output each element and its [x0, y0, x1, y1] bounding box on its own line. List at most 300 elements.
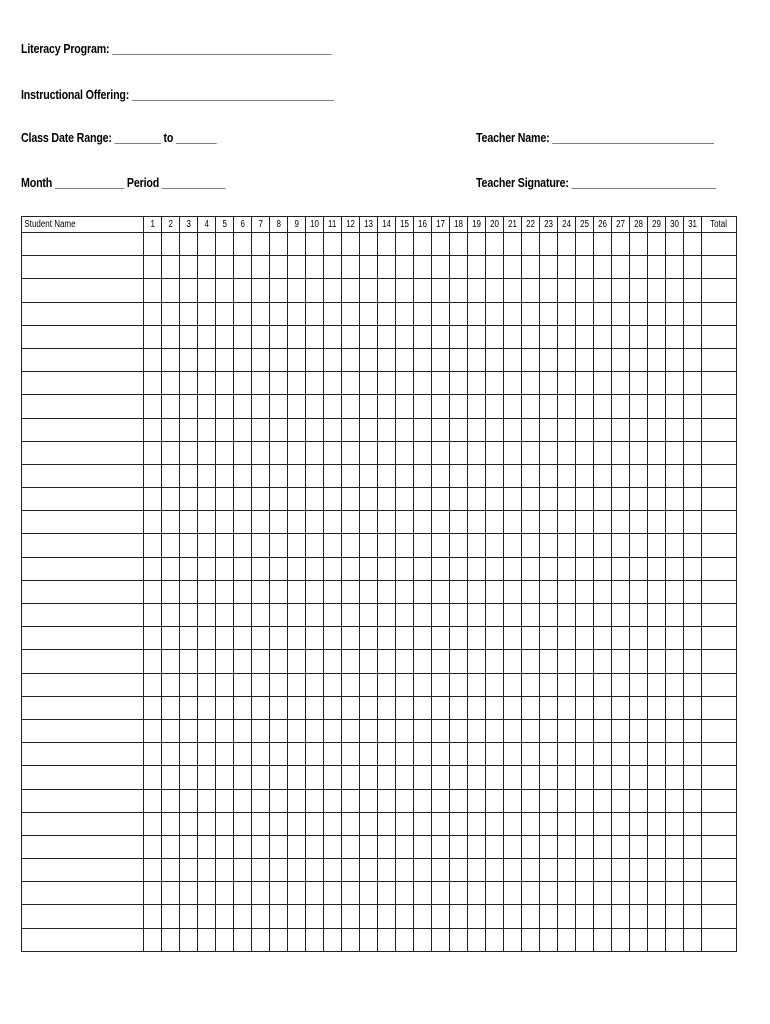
- student-name-cell[interactable]: [22, 766, 144, 789]
- day-cell-24[interactable]: [558, 604, 576, 627]
- day-cell-22[interactable]: [522, 464, 540, 487]
- day-cell-27[interactable]: [612, 859, 630, 882]
- day-cell-8[interactable]: [270, 488, 288, 511]
- day-cell-18[interactable]: [450, 696, 468, 719]
- day-cell-13[interactable]: [360, 580, 378, 603]
- day-cell-23[interactable]: [540, 279, 558, 302]
- day-cell-2[interactable]: [162, 604, 180, 627]
- day-cell-14[interactable]: [378, 905, 396, 928]
- day-cell-17[interactable]: [432, 233, 450, 256]
- day-cell-25[interactable]: [576, 372, 594, 395]
- day-cell-30[interactable]: [666, 464, 684, 487]
- day-cell-26[interactable]: [594, 488, 612, 511]
- day-cell-8[interactable]: [270, 604, 288, 627]
- student-name-cell[interactable]: [22, 256, 144, 279]
- day-cell-1[interactable]: [144, 511, 162, 534]
- day-cell-6[interactable]: [234, 604, 252, 627]
- day-cell-17[interactable]: [432, 580, 450, 603]
- day-cell-30[interactable]: [666, 743, 684, 766]
- day-cell-10[interactable]: [306, 673, 324, 696]
- day-cell-1[interactable]: [144, 557, 162, 580]
- day-cell-3[interactable]: [180, 743, 198, 766]
- day-cell-16[interactable]: [414, 859, 432, 882]
- day-cell-24[interactable]: [558, 325, 576, 348]
- day-cell-1[interactable]: [144, 418, 162, 441]
- day-cell-27[interactable]: [612, 464, 630, 487]
- day-cell-25[interactable]: [576, 488, 594, 511]
- day-cell-18[interactable]: [450, 372, 468, 395]
- student-name-cell[interactable]: [22, 650, 144, 673]
- day-cell-7[interactable]: [252, 650, 270, 673]
- total-cell[interactable]: [702, 302, 737, 325]
- day-cell-28[interactable]: [630, 395, 648, 418]
- day-cell-7[interactable]: [252, 928, 270, 951]
- day-cell-25[interactable]: [576, 604, 594, 627]
- day-cell-28[interactable]: [630, 325, 648, 348]
- day-cell-31[interactable]: [684, 348, 702, 371]
- day-cell-11[interactable]: [324, 557, 342, 580]
- day-cell-17[interactable]: [432, 534, 450, 557]
- day-cell-6[interactable]: [234, 372, 252, 395]
- day-cell-8[interactable]: [270, 233, 288, 256]
- day-cell-7[interactable]: [252, 789, 270, 812]
- day-cell-3[interactable]: [180, 766, 198, 789]
- day-cell-23[interactable]: [540, 302, 558, 325]
- day-cell-3[interactable]: [180, 348, 198, 371]
- day-cell-17[interactable]: [432, 789, 450, 812]
- day-cell-24[interactable]: [558, 233, 576, 256]
- day-cell-11[interactable]: [324, 256, 342, 279]
- day-cell-4[interactable]: [198, 905, 216, 928]
- day-cell-9[interactable]: [288, 557, 306, 580]
- day-cell-27[interactable]: [612, 673, 630, 696]
- day-cell-18[interactable]: [450, 882, 468, 905]
- day-cell-12[interactable]: [342, 928, 360, 951]
- day-cell-31[interactable]: [684, 743, 702, 766]
- day-cell-4[interactable]: [198, 580, 216, 603]
- day-cell-13[interactable]: [360, 279, 378, 302]
- day-cell-1[interactable]: [144, 441, 162, 464]
- day-cell-30[interactable]: [666, 279, 684, 302]
- day-cell-11[interactable]: [324, 511, 342, 534]
- day-cell-11[interactable]: [324, 488, 342, 511]
- day-cell-22[interactable]: [522, 673, 540, 696]
- day-cell-6[interactable]: [234, 812, 252, 835]
- day-cell-20[interactable]: [486, 511, 504, 534]
- day-cell-28[interactable]: [630, 464, 648, 487]
- day-cell-13[interactable]: [360, 835, 378, 858]
- day-cell-24[interactable]: [558, 905, 576, 928]
- day-cell-6[interactable]: [234, 279, 252, 302]
- student-name-cell[interactable]: [22, 372, 144, 395]
- day-cell-12[interactable]: [342, 650, 360, 673]
- day-cell-27[interactable]: [612, 580, 630, 603]
- day-cell-11[interactable]: [324, 650, 342, 673]
- total-cell[interactable]: [702, 372, 737, 395]
- day-cell-21[interactable]: [504, 928, 522, 951]
- day-cell-30[interactable]: [666, 372, 684, 395]
- day-cell-29[interactable]: [648, 534, 666, 557]
- day-cell-3[interactable]: [180, 395, 198, 418]
- day-cell-25[interactable]: [576, 835, 594, 858]
- day-cell-2[interactable]: [162, 627, 180, 650]
- day-cell-23[interactable]: [540, 743, 558, 766]
- day-cell-20[interactable]: [486, 441, 504, 464]
- day-cell-30[interactable]: [666, 348, 684, 371]
- day-cell-15[interactable]: [396, 302, 414, 325]
- day-cell-16[interactable]: [414, 302, 432, 325]
- day-cell-24[interactable]: [558, 348, 576, 371]
- student-name-cell[interactable]: [22, 233, 144, 256]
- day-cell-8[interactable]: [270, 557, 288, 580]
- day-cell-21[interactable]: [504, 348, 522, 371]
- day-cell-19[interactable]: [468, 743, 486, 766]
- day-cell-13[interactable]: [360, 650, 378, 673]
- day-cell-1[interactable]: [144, 302, 162, 325]
- day-cell-21[interactable]: [504, 557, 522, 580]
- day-cell-14[interactable]: [378, 789, 396, 812]
- day-cell-28[interactable]: [630, 905, 648, 928]
- day-cell-16[interactable]: [414, 835, 432, 858]
- day-cell-9[interactable]: [288, 719, 306, 742]
- day-cell-20[interactable]: [486, 395, 504, 418]
- day-cell-15[interactable]: [396, 789, 414, 812]
- day-cell-15[interactable]: [396, 395, 414, 418]
- day-cell-1[interactable]: [144, 348, 162, 371]
- total-cell[interactable]: [702, 627, 737, 650]
- day-cell-23[interactable]: [540, 580, 558, 603]
- day-cell-29[interactable]: [648, 325, 666, 348]
- day-cell-14[interactable]: [378, 418, 396, 441]
- day-cell-30[interactable]: [666, 696, 684, 719]
- day-cell-27[interactable]: [612, 812, 630, 835]
- day-cell-12[interactable]: [342, 604, 360, 627]
- day-cell-19[interactable]: [468, 395, 486, 418]
- day-cell-16[interactable]: [414, 464, 432, 487]
- day-cell-22[interactable]: [522, 650, 540, 673]
- day-cell-26[interactable]: [594, 835, 612, 858]
- day-cell-11[interactable]: [324, 395, 342, 418]
- day-cell-6[interactable]: [234, 882, 252, 905]
- day-cell-22[interactable]: [522, 488, 540, 511]
- day-cell-2[interactable]: [162, 696, 180, 719]
- day-cell-15[interactable]: [396, 488, 414, 511]
- day-cell-10[interactable]: [306, 511, 324, 534]
- day-cell-20[interactable]: [486, 882, 504, 905]
- day-cell-23[interactable]: [540, 604, 558, 627]
- day-cell-18[interactable]: [450, 859, 468, 882]
- day-cell-14[interactable]: [378, 557, 396, 580]
- day-cell-31[interactable]: [684, 835, 702, 858]
- day-cell-13[interactable]: [360, 882, 378, 905]
- day-cell-6[interactable]: [234, 256, 252, 279]
- day-cell-14[interactable]: [378, 627, 396, 650]
- day-cell-7[interactable]: [252, 766, 270, 789]
- day-cell-22[interactable]: [522, 627, 540, 650]
- day-cell-23[interactable]: [540, 348, 558, 371]
- total-cell[interactable]: [702, 743, 737, 766]
- day-cell-2[interactable]: [162, 302, 180, 325]
- day-cell-26[interactable]: [594, 557, 612, 580]
- day-cell-2[interactable]: [162, 719, 180, 742]
- total-cell[interactable]: [702, 812, 737, 835]
- day-cell-1[interactable]: [144, 256, 162, 279]
- day-cell-19[interactable]: [468, 604, 486, 627]
- day-cell-8[interactable]: [270, 719, 288, 742]
- day-cell-18[interactable]: [450, 441, 468, 464]
- day-cell-9[interactable]: [288, 743, 306, 766]
- day-cell-22[interactable]: [522, 696, 540, 719]
- total-cell[interactable]: [702, 325, 737, 348]
- day-cell-11[interactable]: [324, 534, 342, 557]
- day-cell-1[interactable]: [144, 488, 162, 511]
- day-cell-9[interactable]: [288, 302, 306, 325]
- day-cell-14[interactable]: [378, 279, 396, 302]
- day-cell-13[interactable]: [360, 325, 378, 348]
- day-cell-21[interactable]: [504, 673, 522, 696]
- day-cell-21[interactable]: [504, 279, 522, 302]
- day-cell-24[interactable]: [558, 673, 576, 696]
- day-cell-28[interactable]: [630, 835, 648, 858]
- day-cell-31[interactable]: [684, 766, 702, 789]
- day-cell-10[interactable]: [306, 789, 324, 812]
- day-cell-16[interactable]: [414, 534, 432, 557]
- day-cell-21[interactable]: [504, 743, 522, 766]
- day-cell-24[interactable]: [558, 580, 576, 603]
- day-cell-12[interactable]: [342, 464, 360, 487]
- day-cell-13[interactable]: [360, 441, 378, 464]
- day-cell-17[interactable]: [432, 441, 450, 464]
- day-cell-31[interactable]: [684, 418, 702, 441]
- day-cell-18[interactable]: [450, 928, 468, 951]
- day-cell-4[interactable]: [198, 604, 216, 627]
- day-cell-15[interactable]: [396, 534, 414, 557]
- day-cell-10[interactable]: [306, 928, 324, 951]
- day-cell-10[interactable]: [306, 302, 324, 325]
- day-cell-10[interactable]: [306, 743, 324, 766]
- day-cell-30[interactable]: [666, 859, 684, 882]
- day-cell-8[interactable]: [270, 511, 288, 534]
- day-cell-30[interactable]: [666, 557, 684, 580]
- day-cell-14[interactable]: [378, 233, 396, 256]
- day-cell-22[interactable]: [522, 859, 540, 882]
- day-cell-7[interactable]: [252, 256, 270, 279]
- day-cell-9[interactable]: [288, 580, 306, 603]
- day-cell-6[interactable]: [234, 835, 252, 858]
- day-cell-25[interactable]: [576, 395, 594, 418]
- day-cell-2[interactable]: [162, 348, 180, 371]
- day-cell-18[interactable]: [450, 719, 468, 742]
- day-cell-12[interactable]: [342, 395, 360, 418]
- day-cell-2[interactable]: [162, 766, 180, 789]
- day-cell-3[interactable]: [180, 302, 198, 325]
- day-cell-20[interactable]: [486, 859, 504, 882]
- day-cell-24[interactable]: [558, 488, 576, 511]
- day-cell-4[interactable]: [198, 882, 216, 905]
- day-cell-4[interactable]: [198, 766, 216, 789]
- day-cell-15[interactable]: [396, 325, 414, 348]
- day-cell-10[interactable]: [306, 372, 324, 395]
- day-cell-28[interactable]: [630, 789, 648, 812]
- day-cell-29[interactable]: [648, 418, 666, 441]
- day-cell-15[interactable]: [396, 905, 414, 928]
- day-cell-23[interactable]: [540, 766, 558, 789]
- day-cell-13[interactable]: [360, 418, 378, 441]
- day-cell-26[interactable]: [594, 279, 612, 302]
- day-cell-5[interactable]: [216, 488, 234, 511]
- day-cell-25[interactable]: [576, 905, 594, 928]
- day-cell-21[interactable]: [504, 325, 522, 348]
- day-cell-3[interactable]: [180, 580, 198, 603]
- day-cell-15[interactable]: [396, 256, 414, 279]
- day-cell-27[interactable]: [612, 256, 630, 279]
- day-cell-8[interactable]: [270, 279, 288, 302]
- day-cell-7[interactable]: [252, 511, 270, 534]
- day-cell-1[interactable]: [144, 719, 162, 742]
- day-cell-12[interactable]: [342, 789, 360, 812]
- day-cell-16[interactable]: [414, 673, 432, 696]
- day-cell-25[interactable]: [576, 766, 594, 789]
- day-cell-8[interactable]: [270, 464, 288, 487]
- day-cell-30[interactable]: [666, 835, 684, 858]
- day-cell-13[interactable]: [360, 905, 378, 928]
- day-cell-17[interactable]: [432, 928, 450, 951]
- day-cell-27[interactable]: [612, 395, 630, 418]
- day-cell-5[interactable]: [216, 928, 234, 951]
- day-cell-2[interactable]: [162, 233, 180, 256]
- day-cell-1[interactable]: [144, 766, 162, 789]
- total-cell[interactable]: [702, 348, 737, 371]
- day-cell-22[interactable]: [522, 511, 540, 534]
- day-cell-16[interactable]: [414, 256, 432, 279]
- day-cell-5[interactable]: [216, 835, 234, 858]
- day-cell-20[interactable]: [486, 279, 504, 302]
- day-cell-12[interactable]: [342, 580, 360, 603]
- day-cell-29[interactable]: [648, 488, 666, 511]
- day-cell-19[interactable]: [468, 441, 486, 464]
- day-cell-8[interactable]: [270, 627, 288, 650]
- day-cell-3[interactable]: [180, 233, 198, 256]
- day-cell-26[interactable]: [594, 859, 612, 882]
- day-cell-23[interactable]: [540, 372, 558, 395]
- day-cell-5[interactable]: [216, 905, 234, 928]
- day-cell-18[interactable]: [450, 511, 468, 534]
- day-cell-1[interactable]: [144, 928, 162, 951]
- day-cell-28[interactable]: [630, 743, 648, 766]
- day-cell-9[interactable]: [288, 882, 306, 905]
- day-cell-19[interactable]: [468, 348, 486, 371]
- day-cell-20[interactable]: [486, 348, 504, 371]
- day-cell-2[interactable]: [162, 743, 180, 766]
- day-cell-21[interactable]: [504, 696, 522, 719]
- day-cell-4[interactable]: [198, 835, 216, 858]
- day-cell-27[interactable]: [612, 372, 630, 395]
- day-cell-26[interactable]: [594, 325, 612, 348]
- day-cell-1[interactable]: [144, 812, 162, 835]
- day-cell-17[interactable]: [432, 372, 450, 395]
- day-cell-14[interactable]: [378, 534, 396, 557]
- day-cell-28[interactable]: [630, 441, 648, 464]
- day-cell-7[interactable]: [252, 719, 270, 742]
- day-cell-8[interactable]: [270, 859, 288, 882]
- day-cell-23[interactable]: [540, 464, 558, 487]
- day-cell-12[interactable]: [342, 279, 360, 302]
- day-cell-16[interactable]: [414, 372, 432, 395]
- day-cell-21[interactable]: [504, 395, 522, 418]
- day-cell-15[interactable]: [396, 650, 414, 673]
- day-cell-9[interactable]: [288, 325, 306, 348]
- day-cell-29[interactable]: [648, 441, 666, 464]
- day-cell-28[interactable]: [630, 488, 648, 511]
- day-cell-21[interactable]: [504, 835, 522, 858]
- student-name-cell[interactable]: [22, 580, 144, 603]
- day-cell-4[interactable]: [198, 441, 216, 464]
- day-cell-5[interactable]: [216, 256, 234, 279]
- day-cell-19[interactable]: [468, 488, 486, 511]
- day-cell-15[interactable]: [396, 464, 414, 487]
- day-cell-18[interactable]: [450, 348, 468, 371]
- day-cell-30[interactable]: [666, 627, 684, 650]
- day-cell-14[interactable]: [378, 348, 396, 371]
- day-cell-1[interactable]: [144, 464, 162, 487]
- day-cell-23[interactable]: [540, 627, 558, 650]
- day-cell-6[interactable]: [234, 789, 252, 812]
- day-cell-15[interactable]: [396, 348, 414, 371]
- day-cell-31[interactable]: [684, 928, 702, 951]
- day-cell-4[interactable]: [198, 696, 216, 719]
- day-cell-7[interactable]: [252, 418, 270, 441]
- day-cell-19[interactable]: [468, 256, 486, 279]
- day-cell-24[interactable]: [558, 696, 576, 719]
- day-cell-26[interactable]: [594, 743, 612, 766]
- day-cell-17[interactable]: [432, 882, 450, 905]
- day-cell-20[interactable]: [486, 464, 504, 487]
- day-cell-11[interactable]: [324, 719, 342, 742]
- day-cell-5[interactable]: [216, 789, 234, 812]
- day-cell-7[interactable]: [252, 302, 270, 325]
- day-cell-1[interactable]: [144, 673, 162, 696]
- day-cell-19[interactable]: [468, 905, 486, 928]
- day-cell-8[interactable]: [270, 302, 288, 325]
- day-cell-13[interactable]: [360, 743, 378, 766]
- student-name-cell[interactable]: [22, 719, 144, 742]
- day-cell-14[interactable]: [378, 325, 396, 348]
- day-cell-29[interactable]: [648, 812, 666, 835]
- day-cell-9[interactable]: [288, 395, 306, 418]
- total-cell[interactable]: [702, 835, 737, 858]
- student-name-cell[interactable]: [22, 928, 144, 951]
- day-cell-18[interactable]: [450, 557, 468, 580]
- day-cell-26[interactable]: [594, 233, 612, 256]
- day-cell-9[interactable]: [288, 511, 306, 534]
- day-cell-25[interactable]: [576, 812, 594, 835]
- day-cell-31[interactable]: [684, 650, 702, 673]
- day-cell-17[interactable]: [432, 673, 450, 696]
- day-cell-13[interactable]: [360, 928, 378, 951]
- day-cell-3[interactable]: [180, 418, 198, 441]
- day-cell-6[interactable]: [234, 395, 252, 418]
- day-cell-26[interactable]: [594, 372, 612, 395]
- day-cell-30[interactable]: [666, 511, 684, 534]
- day-cell-12[interactable]: [342, 882, 360, 905]
- day-cell-7[interactable]: [252, 859, 270, 882]
- day-cell-6[interactable]: [234, 650, 252, 673]
- day-cell-25[interactable]: [576, 627, 594, 650]
- day-cell-11[interactable]: [324, 233, 342, 256]
- day-cell-21[interactable]: [504, 256, 522, 279]
- day-cell-22[interactable]: [522, 395, 540, 418]
- day-cell-9[interactable]: [288, 673, 306, 696]
